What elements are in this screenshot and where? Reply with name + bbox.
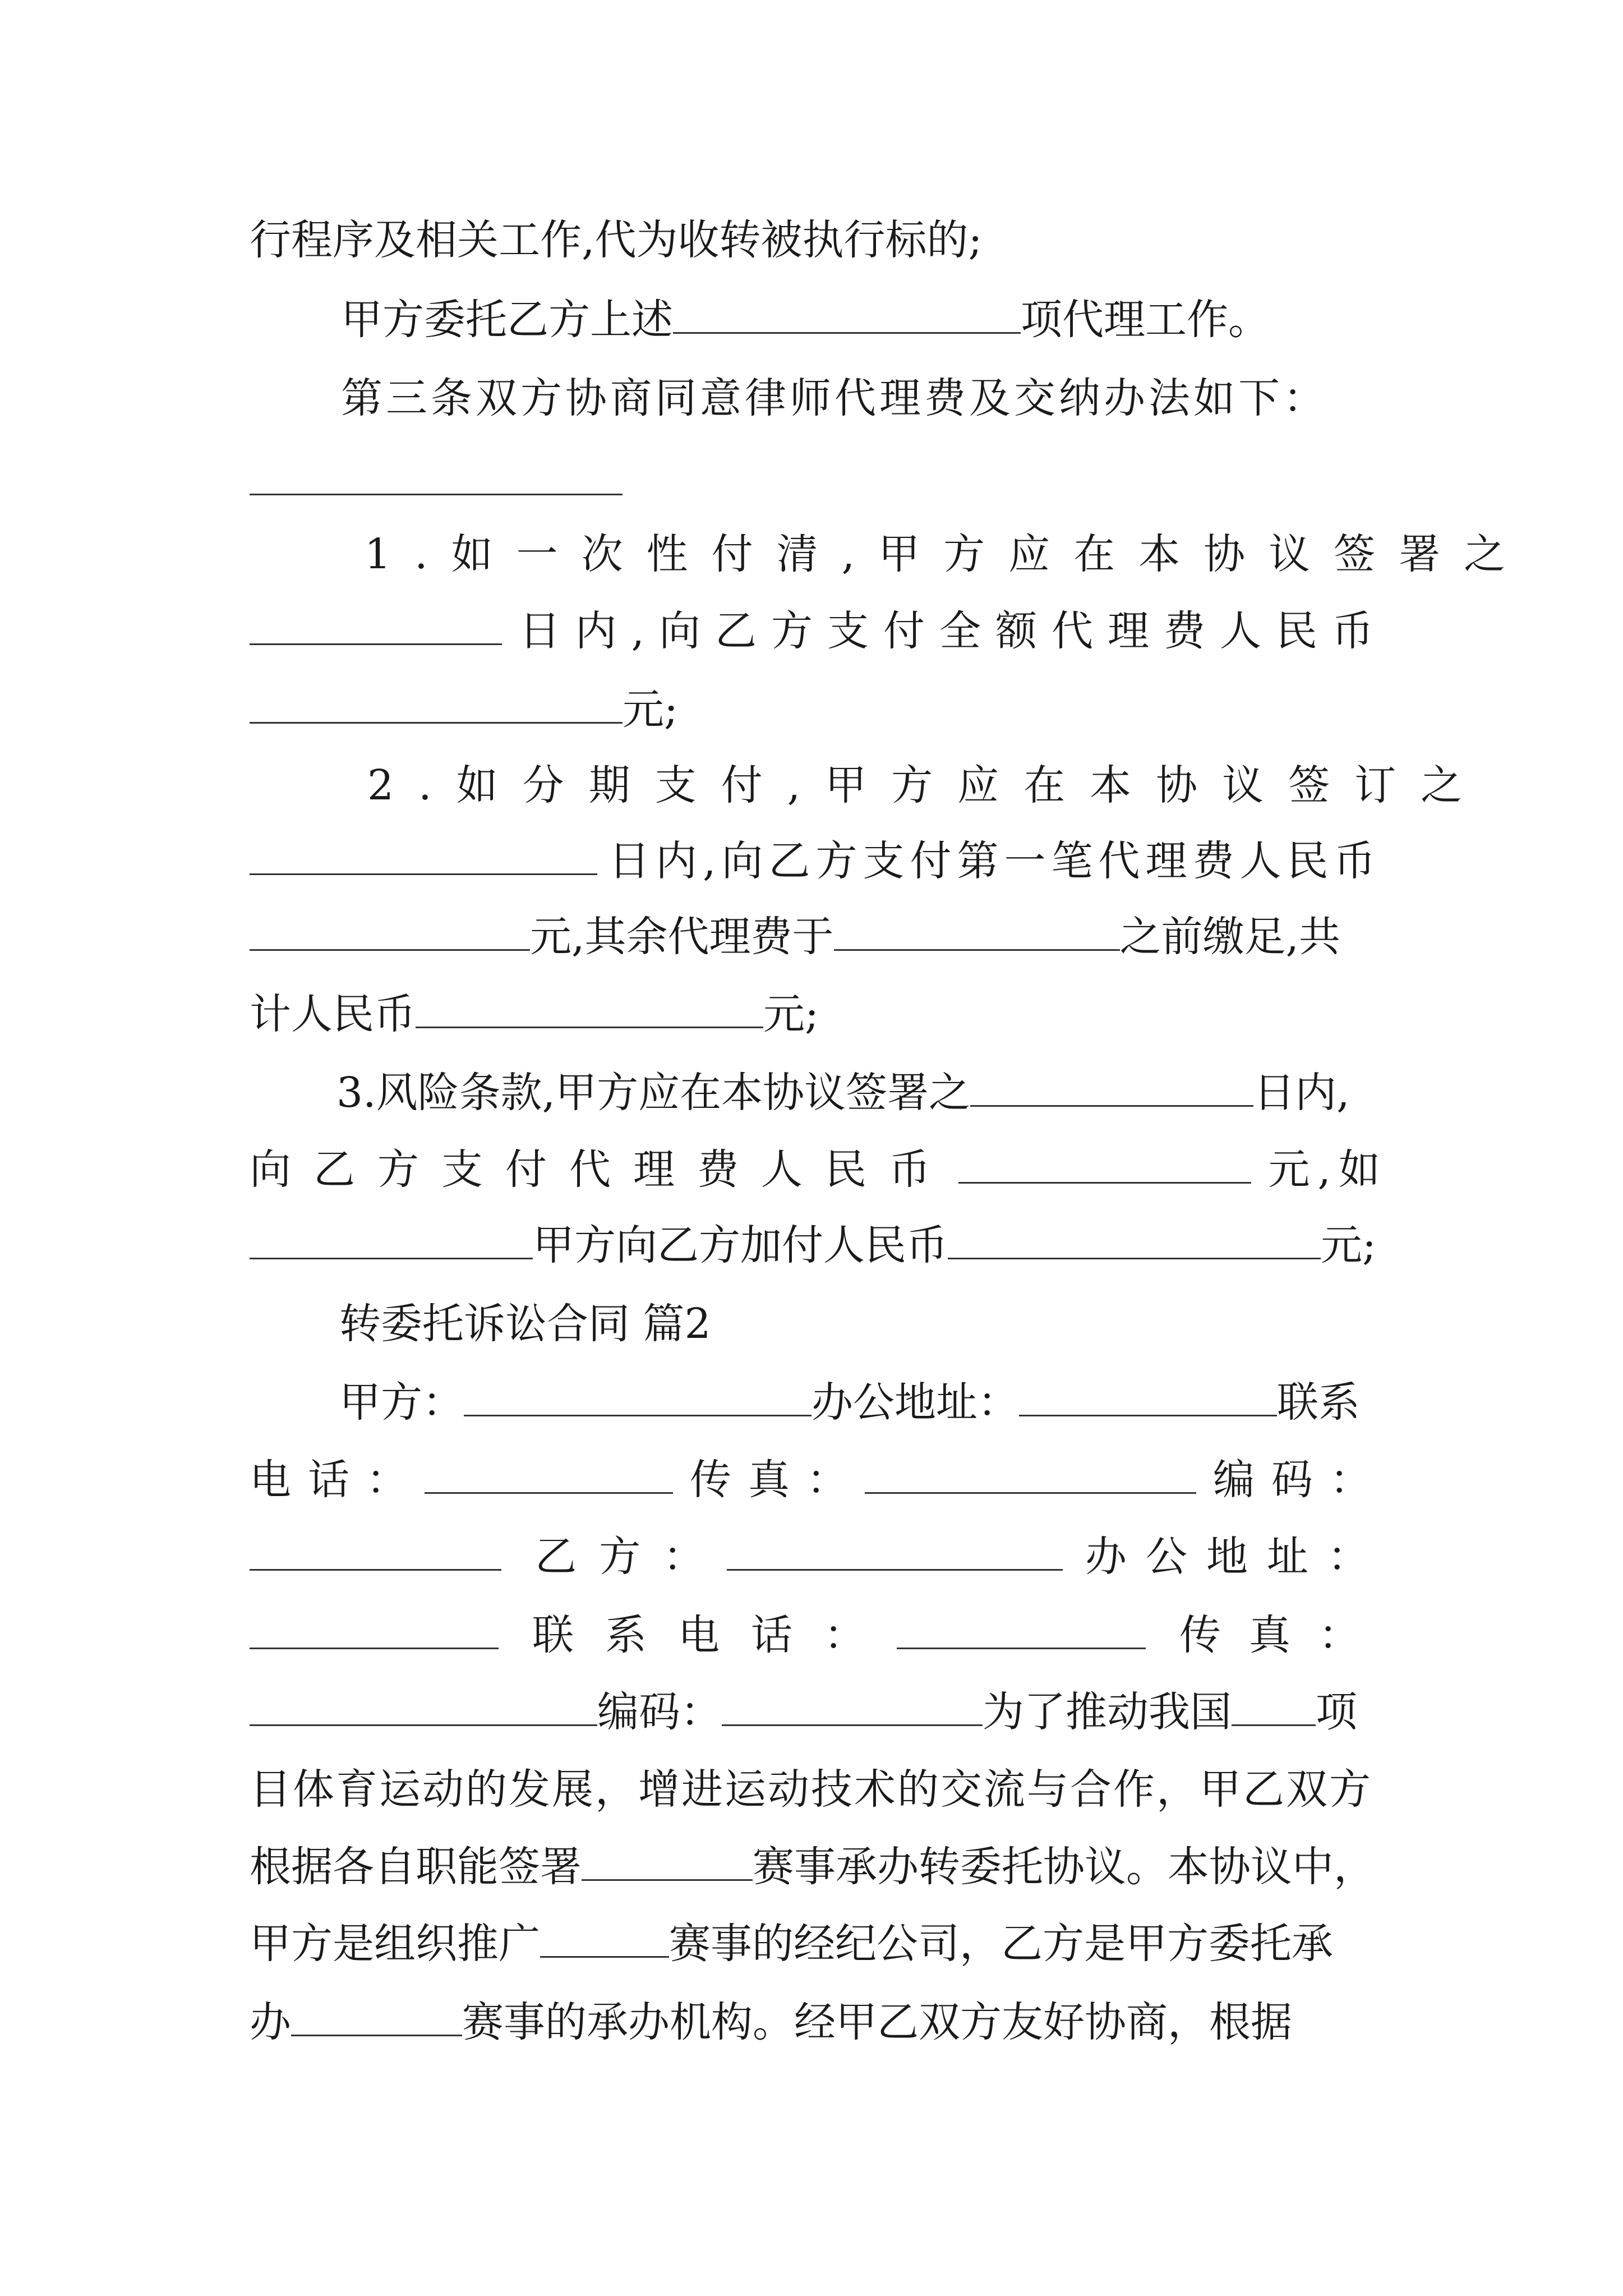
text-line <box>250 1910 1388 1977</box>
text: 编码： <box>1213 1456 1388 1504</box>
text: 1.如一次性付清,甲方应在本协议签署之 <box>365 530 1529 578</box>
text: 元; <box>1321 1221 1376 1269</box>
text: 元; <box>763 990 819 1038</box>
text: 电话： <box>250 1456 425 1504</box>
text-line <box>250 1678 1388 1746</box>
text: 行程序及相关工作,代为收转被执行标的; <box>250 216 983 264</box>
text: 办 <box>250 1998 291 2046</box>
fill-blank[interactable] <box>958 1142 1251 1184</box>
text-line <box>250 981 1388 1048</box>
text-line <box>250 1136 1388 1203</box>
text: 目体育运动的发展，增进运动技术的交流与合作，甲乙双方 <box>250 1765 1372 1814</box>
text: 日内,向乙方支付全额代理费人民币 <box>519 607 1388 655</box>
fill-blank[interactable] <box>425 1452 673 1494</box>
text: 3.风险条款,甲方应在本协议签署之 <box>336 1069 971 1117</box>
fill-blank[interactable] <box>464 1374 811 1416</box>
text: 之前缴足,共 <box>1119 913 1341 961</box>
section-heading <box>341 365 1388 432</box>
text: 为了推动我国 <box>983 1688 1232 1736</box>
text: 联系 <box>1277 1378 1360 1427</box>
fill-blank[interactable] <box>250 1529 501 1571</box>
text: 甲方： <box>339 1378 464 1427</box>
text: 赛事的承办机构。经甲乙双方友好协商，根据 <box>462 1998 1292 2046</box>
fill-blank[interactable] <box>250 833 597 875</box>
text: 转委托诉讼合同 篇2 <box>339 1300 711 1348</box>
text: 甲方是组织推广 <box>250 1920 540 1968</box>
text-line <box>341 286 1388 353</box>
text: 元; <box>623 685 678 734</box>
fill-blank[interactable] <box>250 682 623 724</box>
text: 根据各自职能签署 <box>250 1843 582 1891</box>
fill-blank[interactable] <box>897 1607 1146 1649</box>
text-line <box>250 1602 1388 1669</box>
fill-blank[interactable] <box>250 909 530 951</box>
text-line <box>250 1212 1388 1279</box>
text-line <box>250 903 1388 970</box>
text-line <box>250 1446 1388 1513</box>
text: 传真： <box>690 1456 865 1504</box>
text-line <box>250 676 1388 743</box>
fill-blank[interactable] <box>970 1065 1253 1107</box>
section-heading <box>339 1290 1388 1358</box>
fill-blank[interactable] <box>250 1684 597 1726</box>
text: 赛事承办转委托协议。本协议中， <box>753 1843 1375 1891</box>
text-line <box>339 1369 1388 1436</box>
fill-blank[interactable] <box>673 292 1021 334</box>
fill-blank[interactable] <box>865 1452 1196 1494</box>
text: 赛事的经纪公司，乙方是甲方委托承 <box>669 1920 1333 1968</box>
text-line <box>250 1833 1388 1901</box>
text: 办公地址： <box>1085 1533 1388 1581</box>
fill-blank[interactable] <box>1019 1374 1277 1416</box>
text-line <box>250 1989 1388 2056</box>
text: 甲方委托乙方上述 <box>341 296 673 344</box>
fill-blank[interactable] <box>250 603 502 645</box>
text: 向乙方支付代理费人民币 <box>250 1145 953 1194</box>
fill-blank[interactable] <box>582 1839 753 1881</box>
text: 元,其余代理费于 <box>530 913 834 961</box>
fill-blank[interactable] <box>727 1529 1063 1571</box>
text-line <box>365 521 1529 588</box>
text: 编码： <box>597 1688 722 1736</box>
text: 项代理工作。 <box>1021 296 1270 344</box>
fill-blank[interactable] <box>416 986 763 1028</box>
text: 项 <box>1316 1688 1357 1736</box>
text: 2.如分期支付,甲方应在本协议签订之 <box>367 761 1487 809</box>
text: 计人民币 <box>250 990 416 1038</box>
text-line <box>367 752 1487 819</box>
fill-blank[interactable] <box>948 1217 1321 1259</box>
fill-blank[interactable] <box>250 1607 499 1649</box>
text: 传真： <box>1179 1611 1388 1659</box>
fill-blank[interactable] <box>834 909 1120 951</box>
text: 乙方： <box>535 1533 727 1581</box>
fill-blank[interactable] <box>540 1916 669 1958</box>
fill-blank[interactable] <box>291 1994 462 2036</box>
text-line <box>336 1059 1388 1126</box>
text: 联系电话： <box>532 1611 897 1659</box>
fill-blank[interactable] <box>1232 1684 1316 1726</box>
text: 元,如 <box>1268 1145 1388 1194</box>
text-line <box>250 1523 1388 1590</box>
fill-blank[interactable] <box>250 1217 533 1259</box>
text: 甲方向乙方加付人民币 <box>533 1221 948 1269</box>
fill-blank[interactable] <box>250 494 623 495</box>
text: 日内,向乙方支付第一笔代理费人民币 <box>608 837 1381 885</box>
text-line <box>250 1756 1388 1823</box>
text-line <box>250 597 1388 665</box>
fill-blank[interactable] <box>722 1684 983 1726</box>
text: 第三条双方协商同意律师代理费及交纳办法如下： <box>341 374 1328 422</box>
text-line <box>250 206 1388 274</box>
text: 办公地址： <box>811 1378 1019 1427</box>
text: 日内, <box>1253 1069 1350 1117</box>
text-line <box>250 827 1388 895</box>
